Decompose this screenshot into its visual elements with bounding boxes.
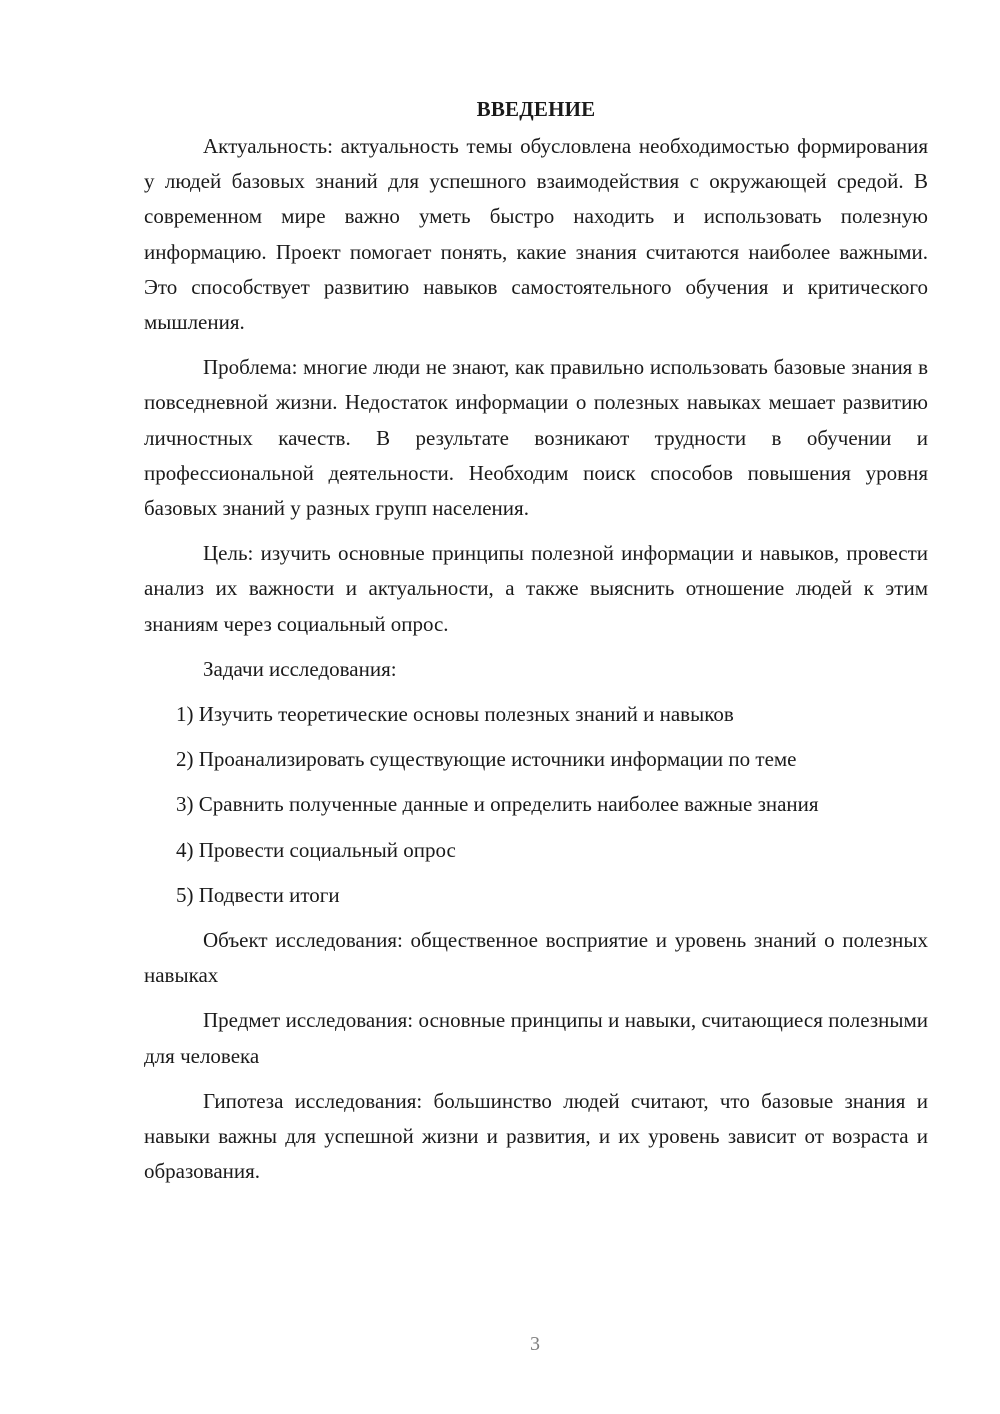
paragraph-goal: Цель: изучить основные принципы полезной информации и навыков, провести анализ их важности и актуальности, а также выяснить отношение людей к этим знаниям через социальный опрос. [144, 541, 928, 636]
paragraph-tasks-heading: Задачи исследования: [203, 656, 397, 681]
document-page [144, 92, 928, 1199]
paragraph-problem: Проблема: многие люди не знают, как правильно использовать базовые знания в повседневной жизни. Недостаток информации о полезных навыках мешает развитию личностных качеств. В результате возникают трудности в обучении и профессиональной деятельности. Необходим поиск способов повышения уровня базовых знаний у разных групп населения. [144, 355, 928, 521]
paragraph-subject: Предмет исследования: основные принципы и навыки, считающиеся полезными для человека [144, 1008, 928, 1068]
paragraph-hypothesis: Гипотеза исследования: большинство людей считают, что базовые знания и навыки важны для успешной жизни и развития, и их уровень зависит от возраста и образования. [144, 1088, 928, 1184]
task-item-3: 3) Сравнить полученные данные и определить наиболее важные знания [176, 792, 819, 817]
page-title: ВВЕДЕНИЕ [476, 97, 596, 121]
task-item-1: 1) Изучить теоретические основы полезных знаний и навыков [176, 702, 734, 727]
task-item-5: 5) Подвести итоги [176, 882, 340, 907]
paragraph-relevance: Актуальность: актуальность темы обусловлена необходимостью формирования у людей базовых знаний для успешного взаимодействия с окружающей средой. В современном мире важно уметь быстро находить и использовать полезную информацию. Проект помогает понять, какие знания считаются наиболее важными. Это способствует развитию навыков самостоятельного обучения и критического мышления. [144, 134, 928, 335]
task-item-2: 2) Проанализировать существующие источники информации по теме [176, 747, 797, 772]
page-number: 3 [530, 1333, 540, 1355]
task-item-4: 4) Провести социальный опрос [176, 837, 456, 862]
paragraph-object: Объект исследования: общественное восприятие и уровень знаний о полезных навыках [144, 928, 928, 988]
